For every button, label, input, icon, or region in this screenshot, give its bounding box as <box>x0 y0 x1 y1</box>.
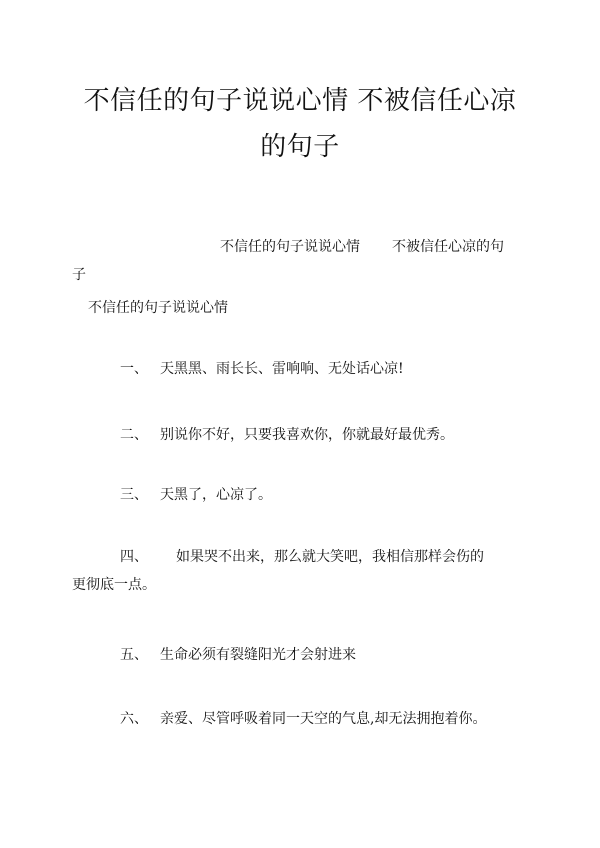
list-item <box>72 543 534 599</box>
item-text: 如果哭不出来，那么就大笑吧，我相信那样会伤的 <box>176 549 484 565</box>
item-number: 一、 <box>120 361 148 377</box>
item-number: 三、 <box>120 487 148 503</box>
list-item <box>72 641 534 669</box>
list-item <box>72 421 534 449</box>
subtitle-line-1 <box>72 233 532 261</box>
subtitle-line-2: 子 <box>72 267 86 283</box>
item-number: 二、 <box>120 427 148 443</box>
item-number: 五、 <box>120 647 148 663</box>
item-text: 天黑黑、雨长长、雷响响、无处话心凉! <box>160 361 404 377</box>
item-number: 四、 <box>120 549 148 565</box>
list-item <box>72 705 534 733</box>
item-text: 天黑了，心凉了。 <box>160 487 272 503</box>
item-text: 生命必须有裂缝阳光才会射进来 <box>160 647 356 663</box>
item-text: 别说你不好，只要我喜欢你，你就最好最优秀。 <box>160 427 454 443</box>
title-line-2: 的句子 <box>260 132 340 162</box>
item-number: 六、 <box>120 711 148 727</box>
list-item <box>72 355 534 383</box>
title-line-1: 不信任的句子说说心情 不被信任心凉 <box>83 86 517 116</box>
section-heading: 不信任的句子说说心情 <box>88 300 228 316</box>
subtitle-part-1: 不信任的句子说说心情 <box>220 239 360 255</box>
document-title <box>60 78 540 170</box>
item-text-continued: 更彻底一点。 <box>72 577 156 593</box>
subtitle <box>72 233 532 289</box>
list-item <box>72 481 534 509</box>
subtitle-part-2: 不被信任心凉的句 <box>392 239 504 255</box>
item-text: 亲爱、尽管呼吸着同一天空的气息,却无法拥抱着你。 <box>160 711 487 727</box>
